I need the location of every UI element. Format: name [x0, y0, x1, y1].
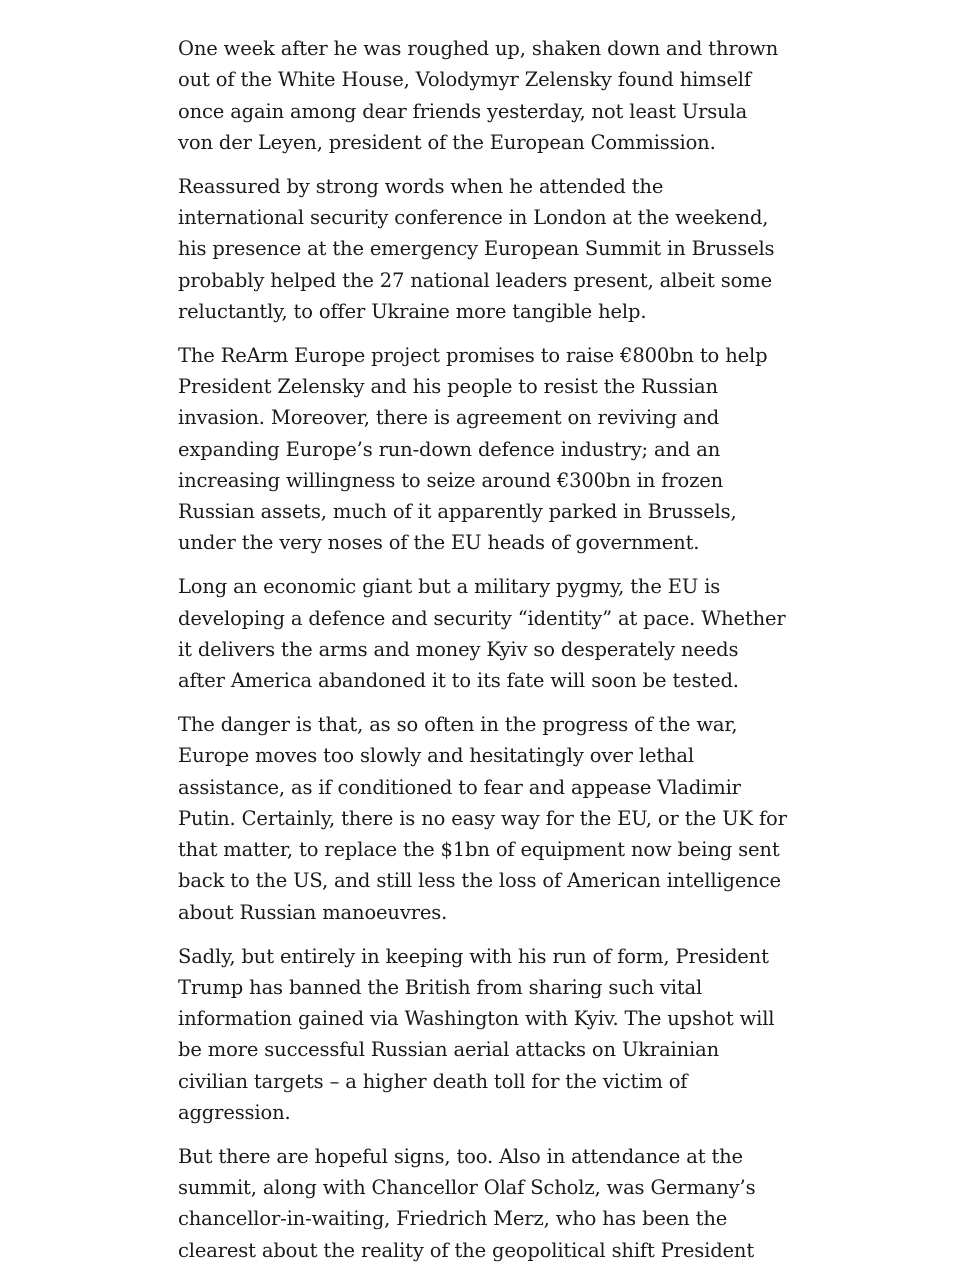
article-paragraph: Sadly, but entirely in keeping with his run of form, President Trump has banned the British from sharing such vital information gained via Washington with Kyiv. The upshot will be more successful Russian aerial attacks on Ukrainian civilian targets – a higher death toll for the victim of aggression. [178, 944, 775, 1124]
article-paragraph: But there are hopeful signs, too. Also in attendance at the summit, along with Chancellor Olaf Scholz, was Germany’s chancellor-in-waiting, Friedrich Merz, who has been the clearest about the reality of the geopolitical shift President [178, 1144, 756, 1262]
article-paragraph: Long an economic giant but a military pygmy, the EU is developing a defence and security “identity” at pace. Whether it delivers the arms and money Kyiv so desperately needs after America abandoned it to its fate will soon be tested. [178, 575, 786, 693]
article-paragraph: Reassured by strong words when he attended the international security conference in London at the weekend, his presence at the emergency European Summit in Brussels probably helped the 27 national leaders present, albeit some reluctantly, to offer Ukraine more tangible help. [178, 174, 775, 323]
article-body [178, 33, 788, 1278]
article-paragraph: The danger is that, as so often in the progress of the war, Europe moves too slowly and hesitatingly over lethal assistance, as if conditioned to fear and appease Vladimir Putin. Certainly, there is no easy way for the EU, or the UK for that matter, to replace the $1bn of equipment now being sent back to the US, and still less the loss of American intelligence about Russian manoeuvres. [178, 712, 787, 924]
article-paragraph: One week after he was roughed up, shaken down and thrown out of the White House, Volodymyr Zelensky found himself once again among dear friends yesterday, not least Ursula von der Leyen, president of the European Commission. [178, 37, 779, 154]
article-paragraph: The ReArm Europe project promises to raise €800bn to help President Zelensky and his people to resist the Russian invasion. Moreover, there is agreement on reviving and expanding Europe’s run-down defence industry; and an increasing willingness to seize around €300bn in frozen Russian assets, much of it apparently parked in Brussels, under the very noses of the EU heads of government. [178, 343, 768, 555]
